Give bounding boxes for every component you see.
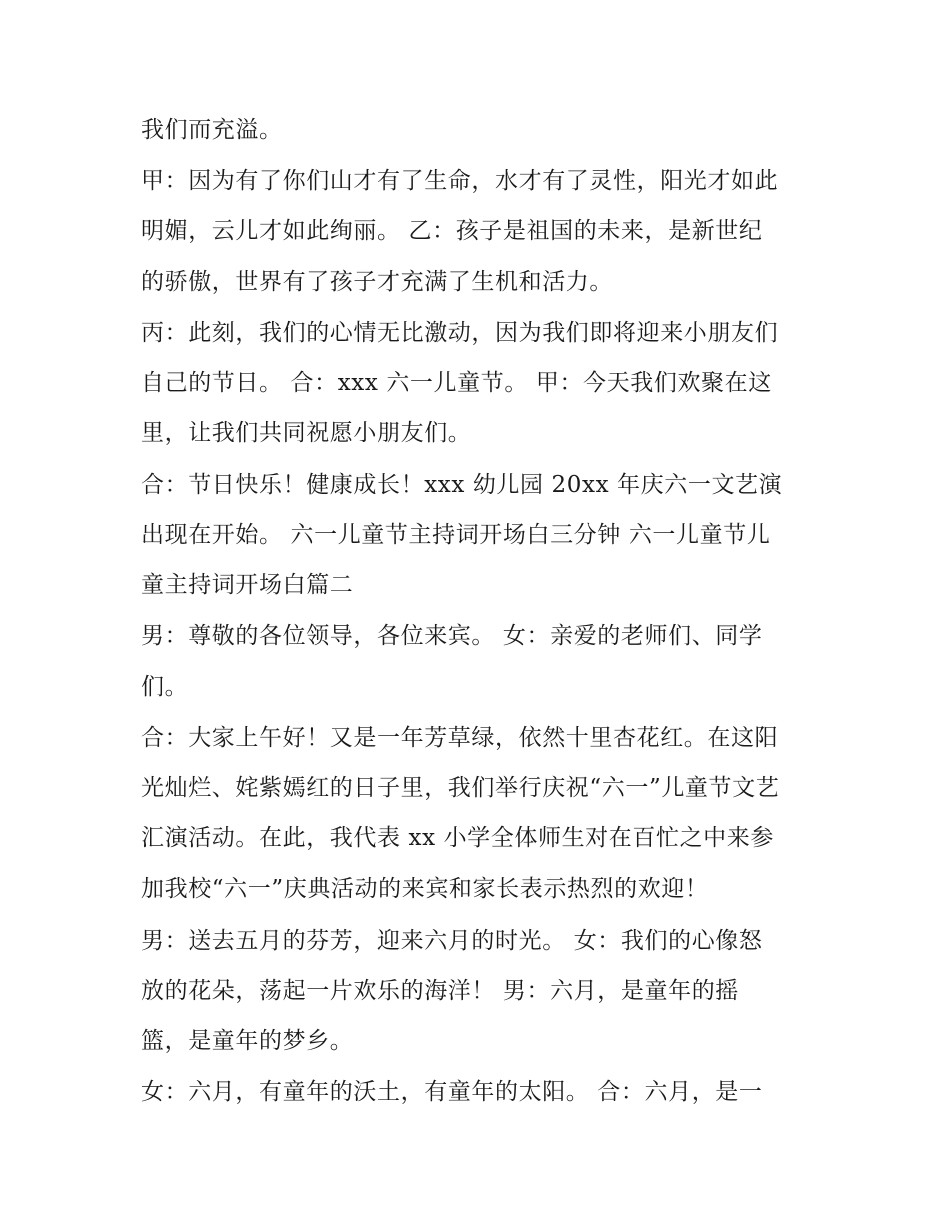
text-line: 丙：此刻，我们的心情无比激动，因为我们即将迎来小朋友们 bbox=[141, 320, 779, 346]
text-line: 的骄傲，世界有了孩子才充满了生机和活力。 bbox=[141, 269, 613, 295]
text-line: 光灿烂、姹紫嫣红的日子里，我们举行庆祝“六一”儿童节文艺 bbox=[141, 775, 780, 801]
text-line: 明媚，云儿才如此绚丽。 乙：孩子是祖国的未来，是新世纪 bbox=[141, 218, 763, 244]
text-line: 放的花朵，荡起一片欢乐的海洋！ 男：六月，是童年的摇 bbox=[141, 978, 739, 1004]
text-line: 自己的节日。 合：xxx 六一儿童节。 甲：今天我们欢聚在这 bbox=[141, 370, 772, 396]
text-line: 男：送去五月的芬芳，迎来六月的时光。 女：我们的心像怒 bbox=[141, 928, 763, 954]
text-line: 合：节日快乐！健康成长！xxx 幼儿园 20xx 年庆六一文艺演 bbox=[141, 472, 783, 498]
text-line: 合：大家上午好！又是一年芳草绿，依然十里杏花红。在这阳 bbox=[141, 725, 779, 751]
text-line: 男：尊敬的各位领导，各位来宾。 女：亲爱的老师们、同学 bbox=[141, 623, 763, 649]
text-line: 们。 bbox=[141, 674, 189, 700]
text-line: 出现在开始。 六一儿童节主持词开场白三分钟 六一儿童节儿 bbox=[141, 522, 771, 548]
text-line: 篮，是童年的梦乡。 bbox=[141, 1028, 354, 1054]
text-line: 汇演活动。在此，我代表 xx 小学全体师生对在百忙之中来参 bbox=[141, 825, 774, 851]
text-line: 我们而充溢。 bbox=[141, 117, 283, 143]
text-line: 甲：因为有了你们山才有了生命，水才有了灵性，阳光才如此 bbox=[141, 168, 779, 194]
text-line: 女：六月，有童年的沃土，有童年的太阳。 合：六月，是一 bbox=[141, 1079, 763, 1105]
text-line: 加我校“六一”庆典活动的来宾和家长表示热烈的欢迎！ bbox=[141, 876, 709, 902]
text-line: 里，让我们共同祝愿小朋友们。 bbox=[141, 420, 472, 446]
text-line: 童主持词开场白篇二 bbox=[141, 572, 354, 598]
